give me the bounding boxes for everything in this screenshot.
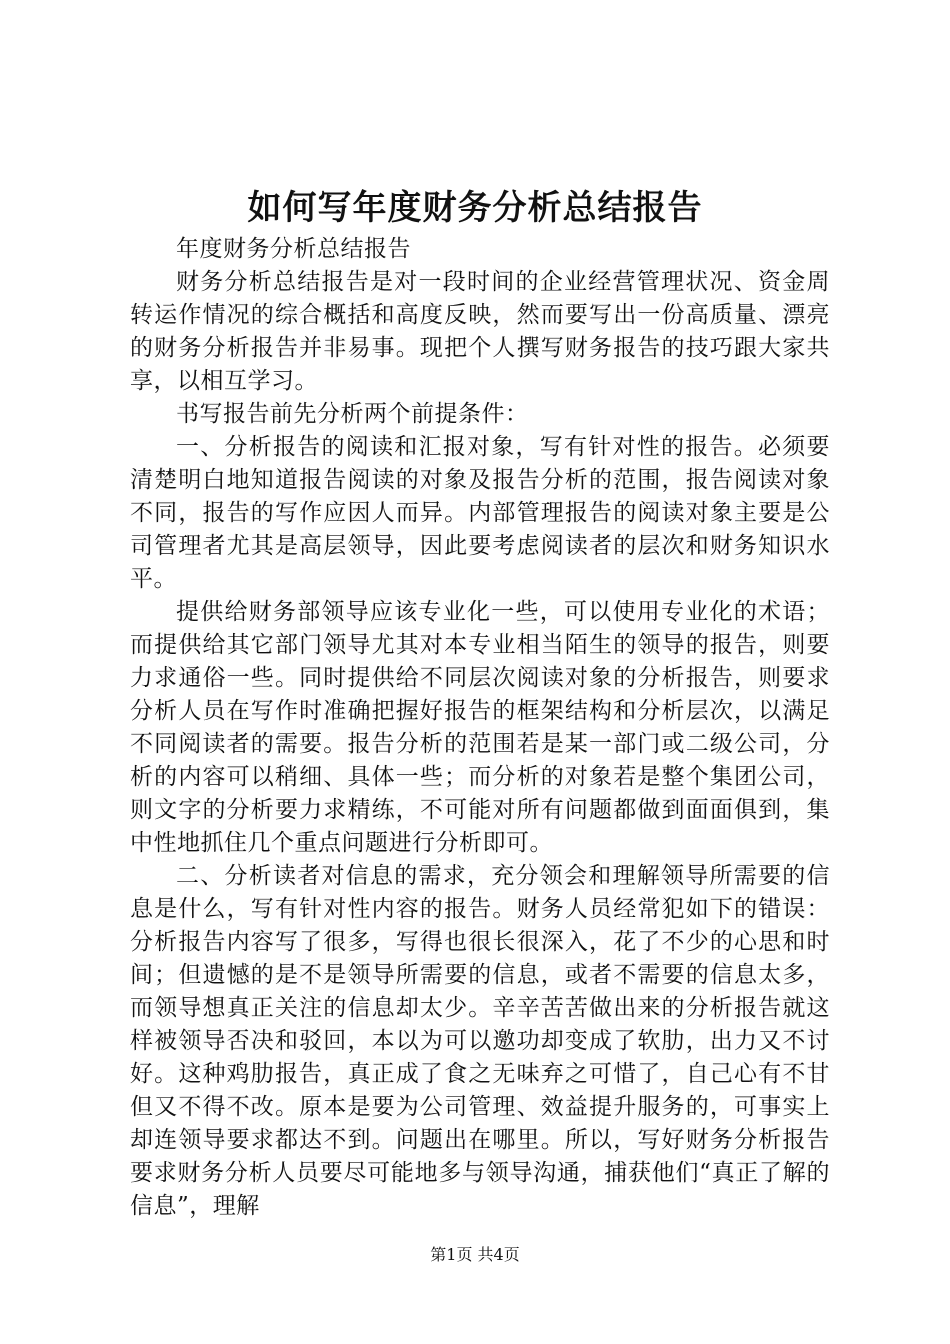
paragraph-point-one: 一、分析报告的阅读和汇报对象，写有针对性的报告。必须要清楚明白地知道报告阅读的对象及报告分析的范围，报告阅读对象不同，报告的写作应因人而异。内部管理报告的阅读对象主要是公司管理者尤其是高层领导，因此要考虑阅读者的层次和财务知识水平。 <box>130 434 830 592</box>
paragraph-point-two: 二、分析读者对信息的需求，充分领会和理解领导所需要的信息是什么，写有针对性内容的报告。财务人员经常犯如下的错误：分析报告内容写了很多，写得也很长很深入，花了不少的心思和时间；但遗憾的是不是领导所需要的信息，或者不需要的信息太多，而领导想真正关注的信息却太少。辛辛苦苦做出来的分析报告就这样被领导否决和驳回，本以为可以邀功却变成了软肋，出力又不讨好。这种鸡肋报告，真正成了食之无味弃之可惜了，自己心有不甘但又不得不改。原本是要为公司管理、效益提升服务的，可事实上却连领导要求都达不到。问题出在哪里。所以，写好财务分析报告要求财务分析人员要尽可能地多与领导沟通，捕获他们“真正了解的信息”，理解 <box>130 863 830 1219</box>
paragraph-subtitle: 年度财务分析总结报告 <box>176 236 411 262</box>
page-footer: 第1页 共4页 <box>430 1245 520 1264</box>
document-title: 如何写年度财务分析总结报告 <box>247 188 703 228</box>
paragraph-point-one-detail: 提供给财务部领导应该专业化一些，可以使用专业化的术语；而提供给其它部门领导尤其对本专业相当陌生的领导的报告，则要力求通俗一些。同时提供给不同层次阅读对象的分析报告，则要求分析人员在写作时准确把握好报告的框架结构和分析层次，以满足不同阅读者的需要。报告分析的范围若是某一部门或二级公司，分析的内容可以稍细、具体一些；而分析的对象若是整个集团公司，则文字的分析要力求精练，不可能对所有问题都做到面面俱到，集中性地抓住几个重点问题进行分析即可。 <box>130 599 830 856</box>
paragraph-preconditions: 书写报告前先分析两个前提条件： <box>176 401 529 427</box>
paragraph-intro: 财务分析总结报告是对一段时间的企业经营管理状况、资金周转运作情况的综合概括和高度反映，然而要写出一份高质量、漂亮的财务分析报告并非易事。现把个人撰写财务报告的技巧跟大家共享，以相互学习。 <box>130 269 830 394</box>
document-body <box>130 233 830 1223</box>
